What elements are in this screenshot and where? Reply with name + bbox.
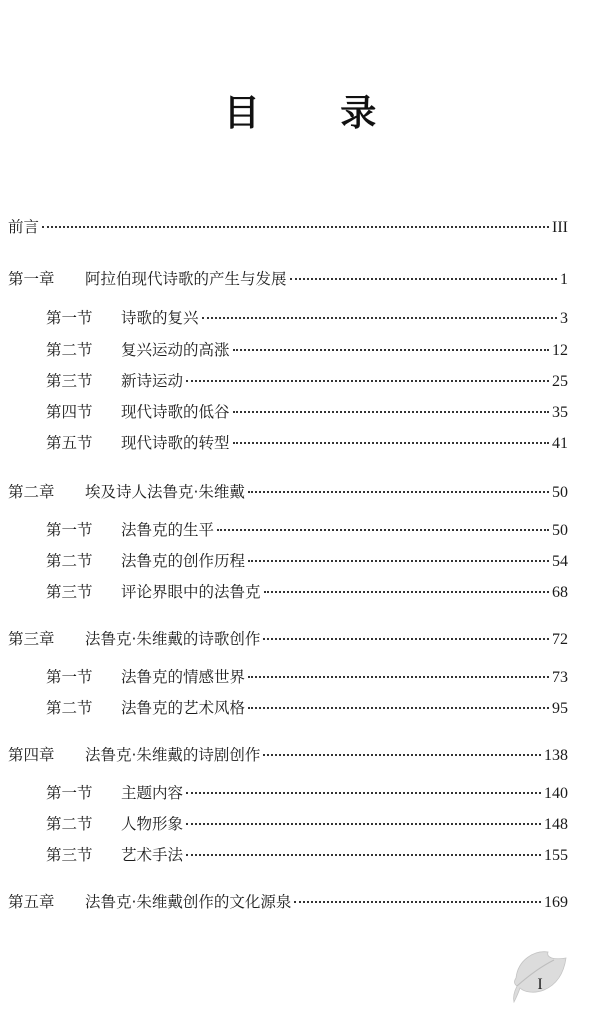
toc-section[interactable] [46,664,568,690]
toc-section[interactable] [46,430,568,456]
dot-leader [233,442,549,444]
chapter-number: 第一章 [8,270,55,288]
dot-leader [217,529,549,531]
page-number: 95 [552,700,568,717]
section-number: 第四节 [46,403,93,421]
page-number: 72 [552,631,568,648]
section-number: 第一节 [46,309,93,327]
chapter-title: 法鲁克·朱维戴的诗歌创作 [85,630,261,648]
toc-section[interactable] [46,811,568,837]
page-footer [508,948,572,1004]
section-title: 诗歌的复兴 [121,309,199,327]
section-number: 第三节 [46,583,93,601]
dot-leader [248,491,549,493]
dot-leader [290,278,557,280]
dot-leader [186,792,541,794]
chapter-title: 法鲁克·朱维戴创作的文化源泉 [85,893,292,911]
page-number: 3 [560,310,568,327]
section-number: 第二节 [46,699,93,717]
page-number: 155 [544,847,568,864]
toc-chapter-5[interactable] [8,889,568,915]
page-number: 41 [552,435,568,452]
page-number: 25 [552,373,568,390]
page-number: 1 [560,271,568,288]
dot-leader [186,823,541,825]
page-number: 148 [544,816,568,833]
chapter-title: 埃及诗人法鲁克·朱维戴 [85,483,245,501]
page-number: 50 [552,522,568,539]
section-title: 法鲁克的生平 [121,521,215,539]
toc-section[interactable] [46,842,568,868]
toc-chapter-4[interactable] [8,742,568,768]
page-number: 138 [544,747,568,764]
chapter-number: 第二章 [8,483,55,501]
page-number: 169 [544,894,568,911]
section-number: 第一节 [46,784,93,802]
page-number: III [552,219,568,236]
section-number: 第三节 [46,846,93,864]
page-title: 目 录 [223,93,411,134]
entry-title: 前言 [8,218,40,236]
toc-section[interactable] [46,780,568,806]
chapter-number: 第四章 [8,746,55,764]
dot-leader [248,560,549,562]
section-number: 第五节 [46,434,93,452]
dot-leader [263,754,541,756]
section-title: 法鲁克的情感世界 [121,668,246,686]
chapter-title: 阿拉伯现代诗歌的产生与发展 [85,270,287,288]
chapter-title: 法鲁克·朱维戴的诗剧创作 [85,746,261,764]
dot-leader [263,638,549,640]
dot-leader [186,380,549,382]
section-title: 主题内容 [121,784,184,802]
chapter-number: 第三章 [8,630,55,648]
dot-leader [186,854,541,856]
dot-leader [248,676,549,678]
dot-leader [264,591,549,593]
toc-section[interactable] [46,305,568,331]
page-number: 35 [552,404,568,421]
toc-section[interactable] [46,399,568,425]
page-number: 73 [552,669,568,686]
section-number: 第一节 [46,668,93,686]
toc-chapter-2[interactable] [8,479,568,505]
section-title: 现代诗歌的转型 [121,434,230,452]
section-title: 现代诗歌的低谷 [121,403,230,421]
dot-leader [233,411,549,413]
dot-leader [42,226,549,228]
section-title: 艺术手法 [121,846,184,864]
toc-chapter-3[interactable] [8,626,568,652]
section-number: 第三节 [46,372,93,390]
toc-section[interactable] [46,517,568,543]
section-title: 法鲁克的创作历程 [121,552,246,570]
toc-section[interactable] [46,368,568,394]
page-number: 50 [552,484,568,501]
chapter-number: 第五章 [8,893,55,911]
toc-section[interactable] [46,695,568,721]
toc-entry-preface[interactable] [8,214,568,240]
section-number: 第一节 [46,521,93,539]
section-title: 新诗运动 [121,372,184,390]
section-title: 法鲁克的艺术风格 [121,699,246,717]
dot-leader [202,317,557,319]
page-number: 12 [552,342,568,359]
section-number: 第二节 [46,552,93,570]
section-number: 第二节 [46,341,93,359]
page-number: 68 [552,584,568,601]
section-title: 人物形象 [121,815,184,833]
toc-section[interactable] [46,548,568,574]
toc-section[interactable] [46,337,568,363]
dot-leader [294,901,541,903]
toc-chapter-1[interactable] [8,266,568,292]
folio-number: I [537,976,543,993]
section-title: 评论界眼中的法鲁克 [121,583,261,601]
dot-leader [233,349,549,351]
page-number: 54 [552,553,568,570]
page-number: 140 [544,785,568,802]
dot-leader [248,707,549,709]
section-title: 复兴运动的高涨 [121,341,230,359]
toc-section[interactable] [46,579,568,605]
section-number: 第二节 [46,815,93,833]
